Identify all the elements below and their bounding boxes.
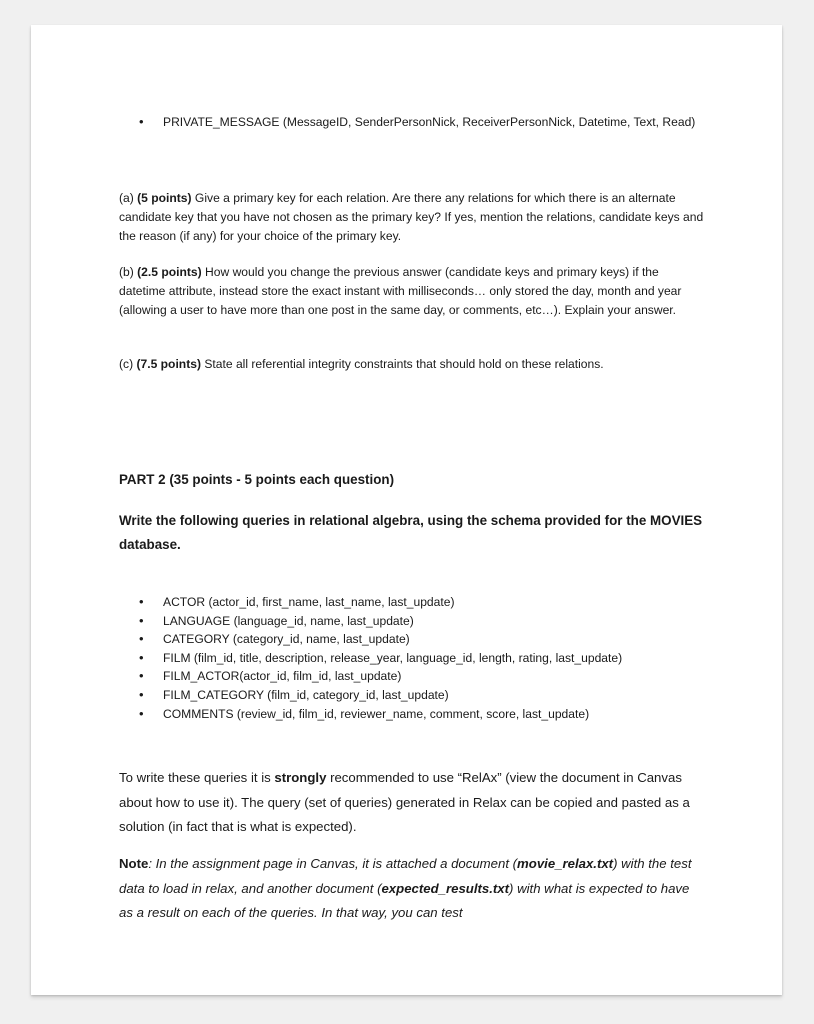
- question-b-text: How would you change the previous answer (candidate keys and primary keys) if the datetime attribute, instead store the exact instant with milliseconds… only stored the day, month and year (allowing a user to have more than one post in the same day, or comments, etc…). Explain your answer.: [119, 265, 682, 317]
- note-file-2: expected_results.txt: [381, 880, 510, 896]
- question-a-points: (5 points): [137, 191, 192, 205]
- note-text-2: ) with the test data to load in relax, and another document (: [119, 856, 692, 896]
- note-paragraph: [119, 852, 704, 926]
- document-page: [31, 25, 782, 995]
- schema-item-film: • FILM (film_id, title, description, release_year, language_id, length, rating, last_update): [119, 649, 704, 668]
- question-b-points: (2.5 points): [137, 265, 202, 279]
- note-text-1: : In the assignment page in Canvas, it is attached a document (: [148, 856, 518, 871]
- question-c-label: (c): [119, 357, 137, 371]
- relax-paragraph: [119, 766, 704, 840]
- private-message-list: [119, 113, 704, 131]
- question-a: [119, 189, 704, 246]
- note-text-3: ) with what is expected to have as a result on each of the queries. In that way, you can test: [119, 880, 690, 920]
- relax-strong: strongly: [274, 770, 327, 785]
- question-a-text: Give a primary key for each relation. Are there any relations for which there is an alternate candidate key that you have not chosen as the primary key? If yes, mention the relations, candidate keys and the reason (if any) for your choice of the primary key.: [119, 191, 704, 243]
- schema-item-film-category: • FILM_CATEGORY (film_id, category_id, last_update): [119, 686, 704, 705]
- schema-item-language: • LANGUAGE (language_id, name, last_update): [119, 612, 704, 631]
- question-b-label: (b): [119, 265, 138, 279]
- note-file-1: movie_relax.txt: [517, 856, 614, 871]
- part2-heading: PART 2 (35 points - 5 points each question): [119, 472, 395, 487]
- note-label: Note: [119, 856, 149, 871]
- relax-text-before: To write these queries it is: [119, 770, 275, 785]
- question-c-points: (7.5 points): [136, 357, 201, 371]
- schema-item-film-actor: • FILM_ACTOR(actor_id, film_id, last_update): [119, 667, 704, 686]
- question-a-label: (a): [119, 191, 138, 205]
- schema-item-comments: • COMMENTS (review_id, film_id, reviewer_name, comment, score, last_update): [119, 705, 704, 724]
- schema-list: [119, 593, 704, 723]
- part2-instruction: Write the following queries in relational algebra, using the schema provided for the MOVIES database.: [119, 513, 703, 552]
- question-b: [119, 263, 704, 320]
- relax-text-after: recommended to use “RelAx” (view the document in Canvas about how to use it). The query (set of queries) generated in Relax can be copied and pasted as a solution (in fact that is what is expected).: [119, 770, 690, 834]
- private-message-bullet: • PRIVATE_MESSAGE (MessageID, SenderPersonNick, ReceiverPersonNick, Datetime, Text, Read): [119, 113, 704, 131]
- question-c: [119, 355, 704, 374]
- schema-item-actor: • ACTOR (actor_id, first_name, last_name, last_update): [119, 593, 704, 612]
- question-c-text: State all referential integrity constraints that should hold on these relations.: [200, 357, 604, 371]
- schema-item-category: • CATEGORY (category_id, name, last_update): [119, 630, 704, 649]
